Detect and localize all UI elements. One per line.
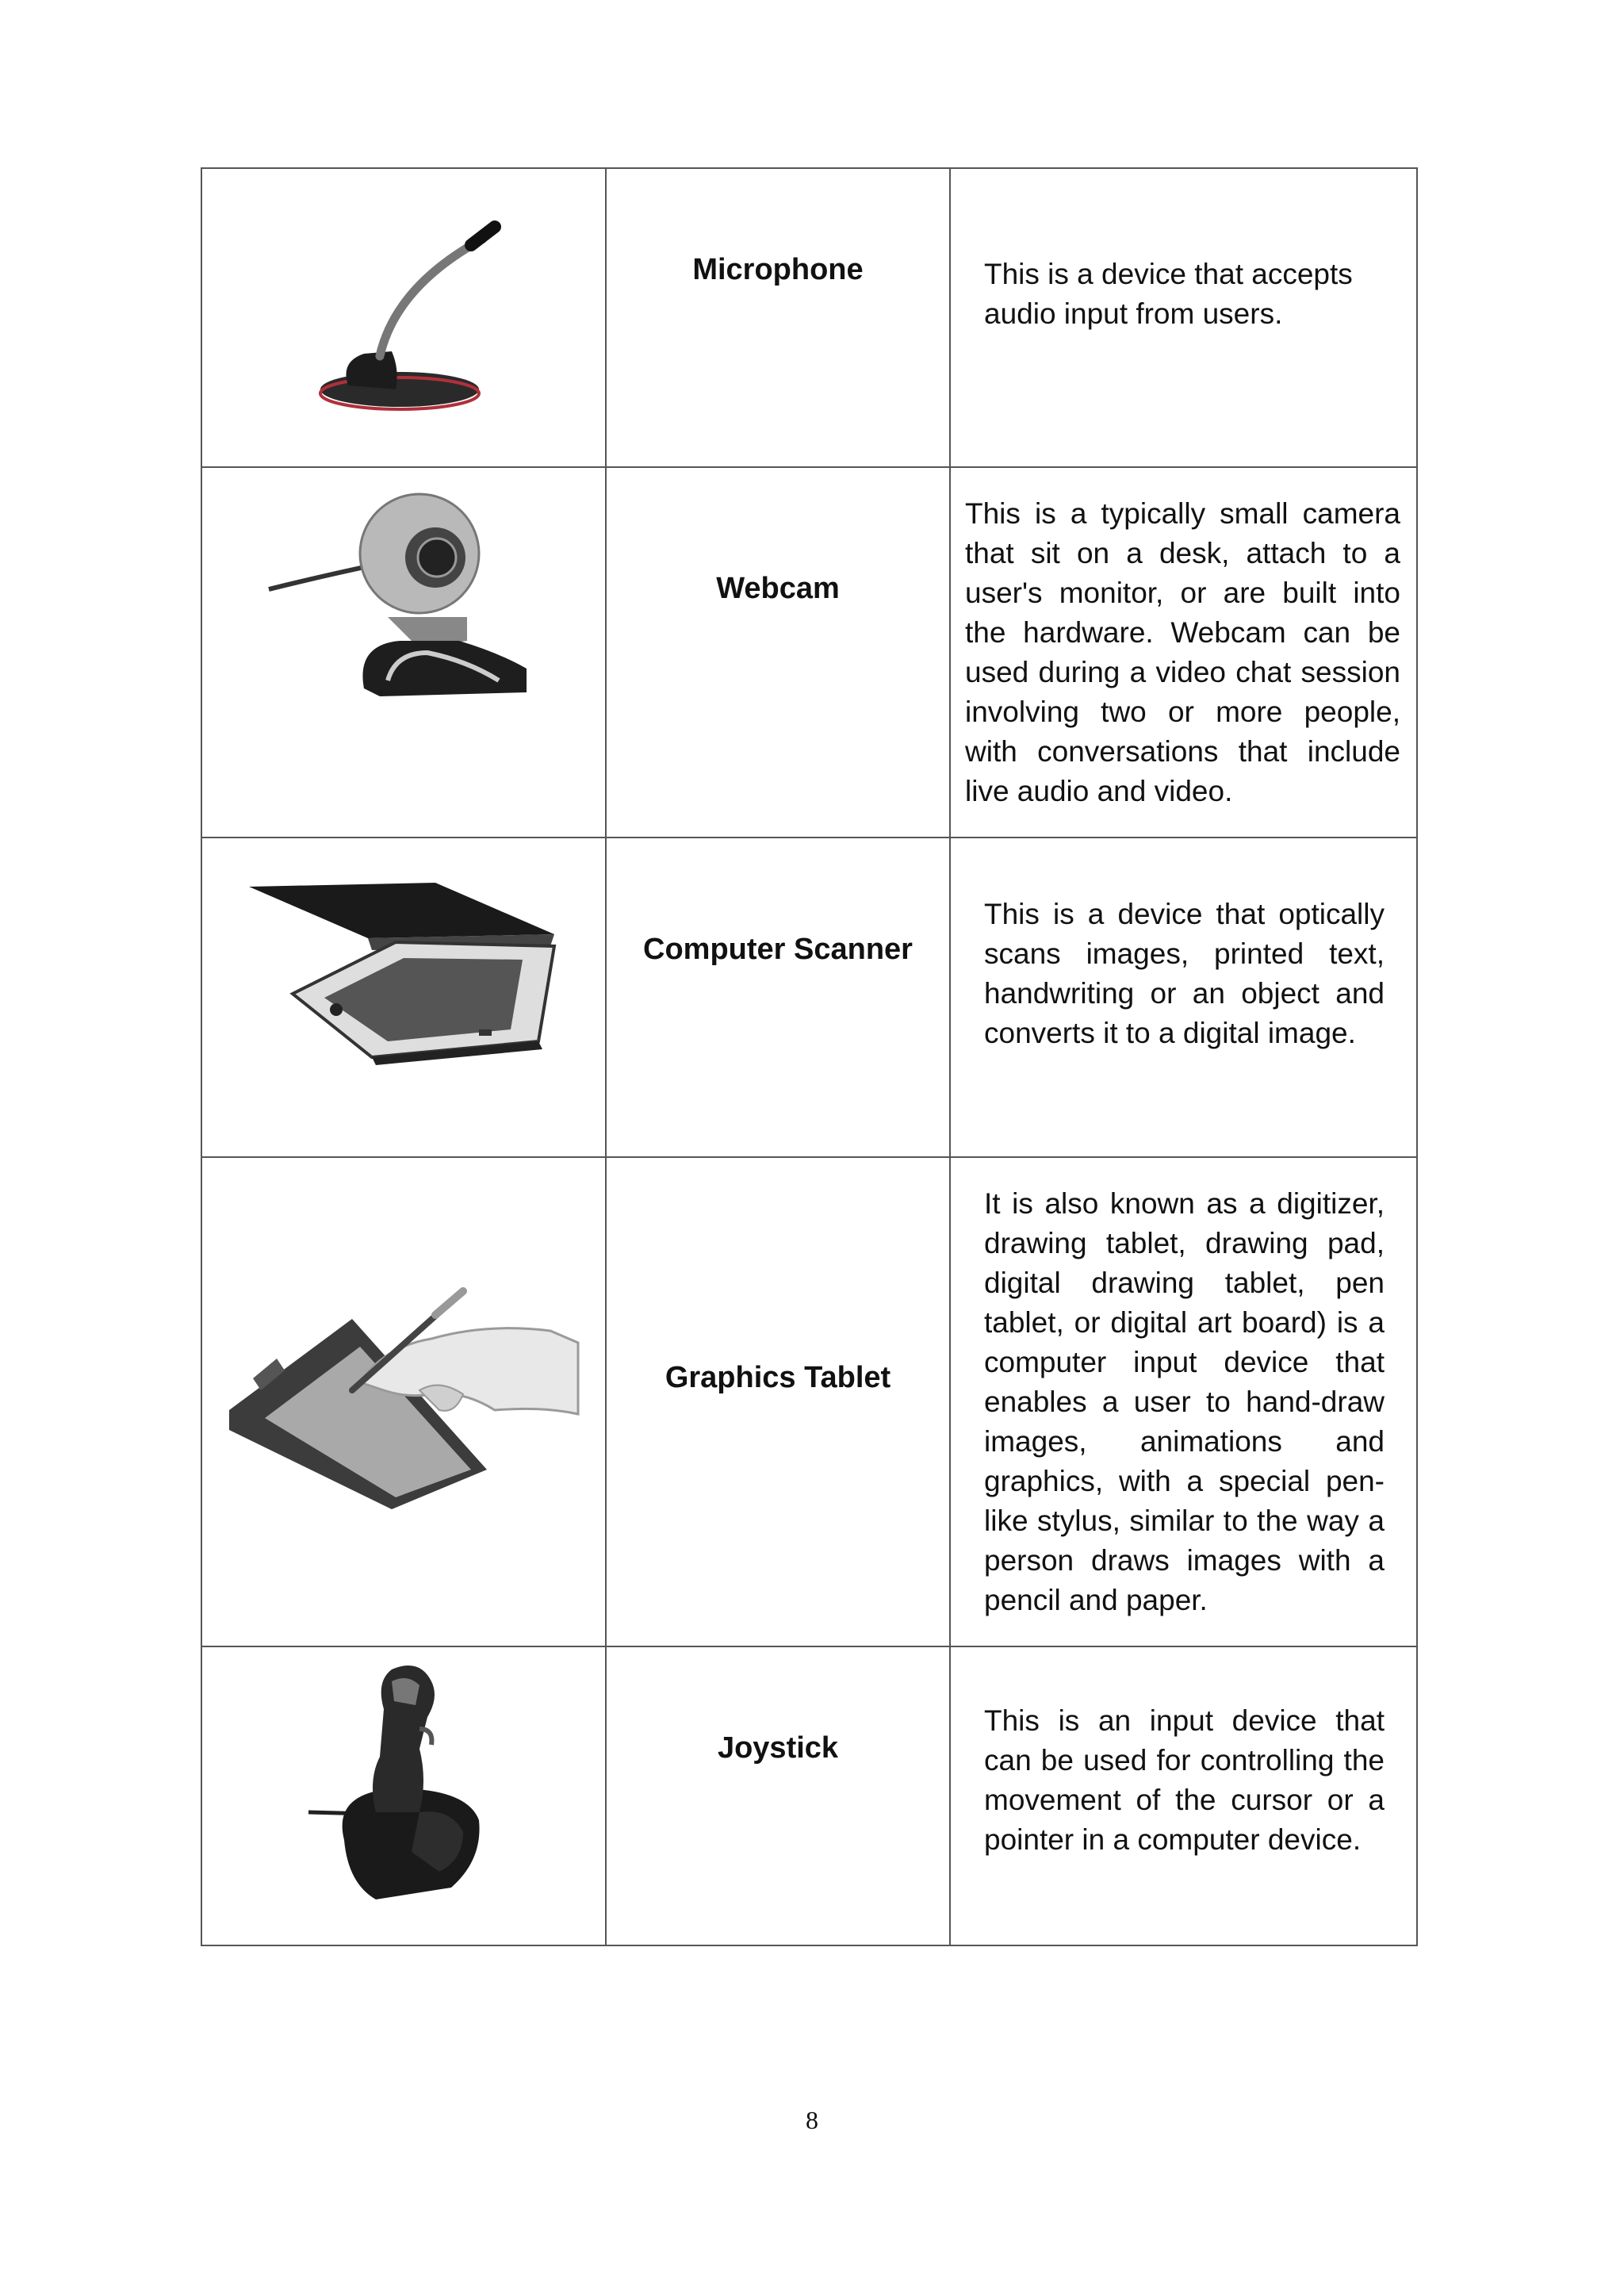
- device-description-cell: [950, 838, 1417, 1157]
- device-name-cell: [606, 838, 950, 1157]
- device-image-cell: [201, 1157, 606, 1646]
- table-row: [201, 467, 1417, 838]
- table-row: [201, 1646, 1417, 1945]
- webcam-icon: [261, 490, 546, 728]
- table-row: [201, 168, 1417, 467]
- device-description-cell: [950, 168, 1417, 467]
- device-name: Graphics Tablet: [665, 1361, 891, 1394]
- table-row: [201, 1157, 1417, 1646]
- device-image-cell: [201, 168, 606, 467]
- device-image-cell: [201, 1646, 606, 1945]
- device-description: This is an input device that can be used for controlling the movement of the cursor or a pointer in a computer device.: [984, 1704, 1385, 1856]
- microphone-icon: [293, 215, 515, 421]
- device-description: It is also known as a digitizer, drawing tablet, drawing pad, digital drawing tablet, pen tablet, or digital art board) is a computer input device that enables a user to hand-draw images, animations and graphics, with a special pen-like stylus, similar to the way a person draws images with a pencil and paper.: [984, 1186, 1385, 1616]
- device-image-cell: [201, 838, 606, 1157]
- device-description: This is a device that optically scans images, printed text, handwriting or an object and converts it to a digital image.: [984, 897, 1385, 1049]
- page-number: 8: [806, 2106, 818, 2134]
- device-name: Computer Scanner: [643, 933, 913, 966]
- device-description-cell: [950, 1646, 1417, 1945]
- device-name-cell: [606, 467, 950, 838]
- device-name: Webcam: [716, 572, 840, 605]
- device-name-cell: [606, 1646, 950, 1945]
- device-name: Joystick: [717, 1731, 839, 1765]
- device-description-cell: [950, 1157, 1417, 1646]
- graphics-tablet-icon: [225, 1279, 582, 1525]
- joystick-icon: [301, 1662, 507, 1915]
- device-name: Microphone: [692, 253, 864, 286]
- device-name-cell: [606, 168, 950, 467]
- device-name-cell: [606, 1157, 950, 1646]
- table-row: [201, 838, 1417, 1157]
- device-description: This is a device that accepts audio input from users.: [984, 257, 1353, 330]
- scanner-icon: [237, 871, 570, 1077]
- device-description: This is a typically small camera that sit on a desk, attach to a user's monitor, or are built into the hardware. Webcam can be used during a video chat session involving two or more people, with conversations that include live audio and video.: [965, 496, 1400, 807]
- input-devices-table: [201, 167, 1418, 1946]
- device-image-cell: [201, 467, 606, 838]
- device-description-cell: [950, 467, 1417, 838]
